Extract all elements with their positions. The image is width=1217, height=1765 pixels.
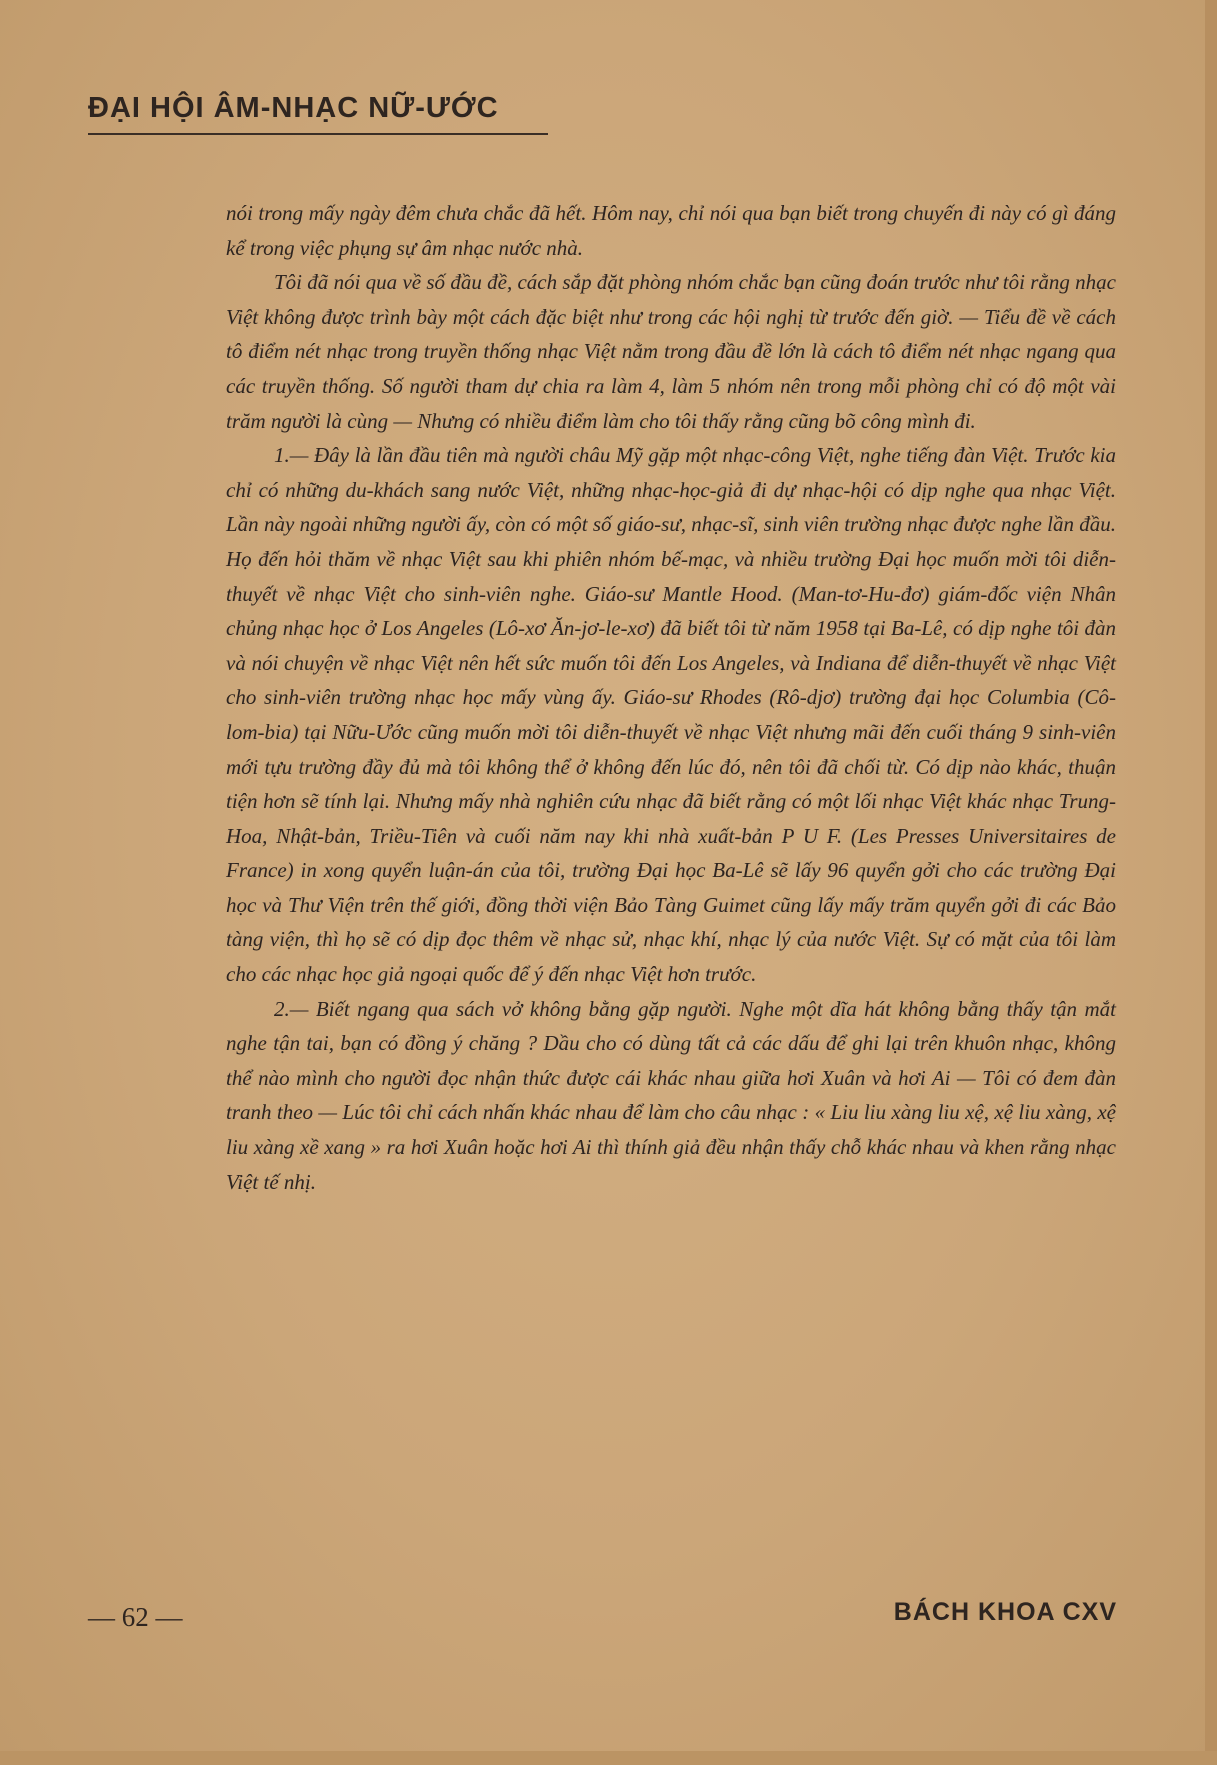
page-number: — 62 — bbox=[88, 1602, 183, 1632]
paragraph: 2.— Biết ngang qua sách vở không bằng gặp người. Nghe một dĩa hát không bằng thấy tận mắt nghe tận tai, bạn có đồng ý chăng ? Dầu cho có dùng tất cả các dấu để ghi lại trên khuôn nhạc, không thể nào mình cho người đọc nhận thức được cái khác nhau giữa hơi Xuân và hơi Ai — Tôi có đem đàn tranh theo — Lúc tôi chỉ cách nhấn khác nhau để làm cho câu nhạc : « Liu liu xàng liu xệ, xệ liu xàng, xệ liu xàng xề xang » ra hơi Xuân hoặc hơi Ai thì thính giả đều nhận thấy chỗ khác nhau và khen rằng nhạc Việt tế nhị. bbox=[226, 996, 1116, 1194]
article-body bbox=[226, 196, 1116, 1199]
paper-edge-bottom bbox=[0, 1751, 1217, 1765]
paragraph: Tôi đã nói qua về số đầu đề, cách sắp đặt phòng nhóm chắc bạn cũng đoán trước như tôi rằng nhạc Việt không được trình bày một cách đặc biệt như trong các hội nghị từ trước đến giờ. — Tiểu đề về cách tô điểm nét nhạc trong truyền thống nhạc Việt nằm trong đầu đề lớn là cách tô điểm nét nhạc ngang qua các truyền thống. Số người tham dự chia ra làm 4, làm 5 nhóm nên trong mỗi phòng chỉ có độ một vài trăm người là cùng — Nhưng có nhiều điểm làm cho tôi thấy rằng cũng bõ công mình đi. bbox=[226, 270, 1116, 433]
paragraph: 1.— Đây là lần đầu tiên mà người châu Mỹ gặp một nhạc-công Việt, nghe tiếng đàn Việt. Trước kia chỉ có những du-khách sang nước Việt, những nhạc-học-giả đi dự nhạc-hội có dịp nghe qua nhạc Việt. Lần này ngoài những người ấy, còn có một số giáo-sư, nhạc-sĩ, sinh viên trường nhạc được nghe lần đầu. Họ đến hỏi thăm về nhạc Việt sau khi phiên nhóm bế-mạc, và nhiều trường Đại học muốn mời tôi diễn-thuyết về nhạc Việt cho sinh-viên nghe. Giáo-sư Mantle Hood. (Man-tơ-Hu-đơ) giám-đốc viện Nhân chủng nhạc học ở Los Angeles (Lô-xơ Ăn-jơ-le-xơ) đã biết tôi từ năm 1958 tại Ba-Lê, có dịp nghe tôi đàn và nói chuyện về nhạc Việt nên hết sức muốn tôi đến Los Angeles, và Indiana để diễn-thuyết về nhạc Việt cho sinh-viên trường nhạc học mấy vùng ấy. Giáo-sư Rhodes (Rô-djơ) trường đại học Columbia (Cô-lom-bia) tại Nữu-Ước cũng muốn mời tôi diễn-thuyết về nhạc Việt nhưng mãi đến cuối tháng 9 sinh-viên mới tựu trường đầy đủ mà tôi không thể ở không đến lúc đó, nên tôi đã chối từ. Có dịp nào khác, thuận tiện hơn sẽ tính lại. Nhưng mấy nhà nghiên cứu nhạc đã biết rằng có một lối nhạc Việt khác nhạc Trung-Hoa, Nhật-bản, Triều-Tiên và cuối năm nay khi nhà xuất-bản P U F. (Les Presses Universitaires de France) in xong quyển luận-án của tôi, trường Đại học Ba-Lê sẽ lấy 96 quyển gởi cho các trường Đại học và Thư Viện trên thế giới, đồng thời viện Bảo Tàng Guimet cũng lấy mấy trăm quyển gởi đi các Bảo tàng viện, thì họ sẽ có dịp đọc thêm về nhạc sử, nhạc khí, nhạc lý của nước Việt. Sự có mặt của tôi làm cho các nhạc học giả ngoại quốc để ý đến nhạc Việt hơn trước. bbox=[226, 443, 1116, 987]
paper-edge-right bbox=[1205, 0, 1217, 1765]
header-rule bbox=[88, 133, 548, 135]
publication-name: BÁCH KHOA CXV bbox=[893, 1598, 1117, 1626]
paragraph: nói trong mấy ngày đêm chưa chắc đã hết. Hôm nay, chỉ nói qua bạn biết trong chuyến đi này có gì đáng kể trong việc phụng sự âm nhạc nước nhà. bbox=[226, 201, 1116, 260]
running-title: ĐẠI HỘI ÂM-NHẠC NỮ-ƯỚC bbox=[88, 92, 499, 124]
